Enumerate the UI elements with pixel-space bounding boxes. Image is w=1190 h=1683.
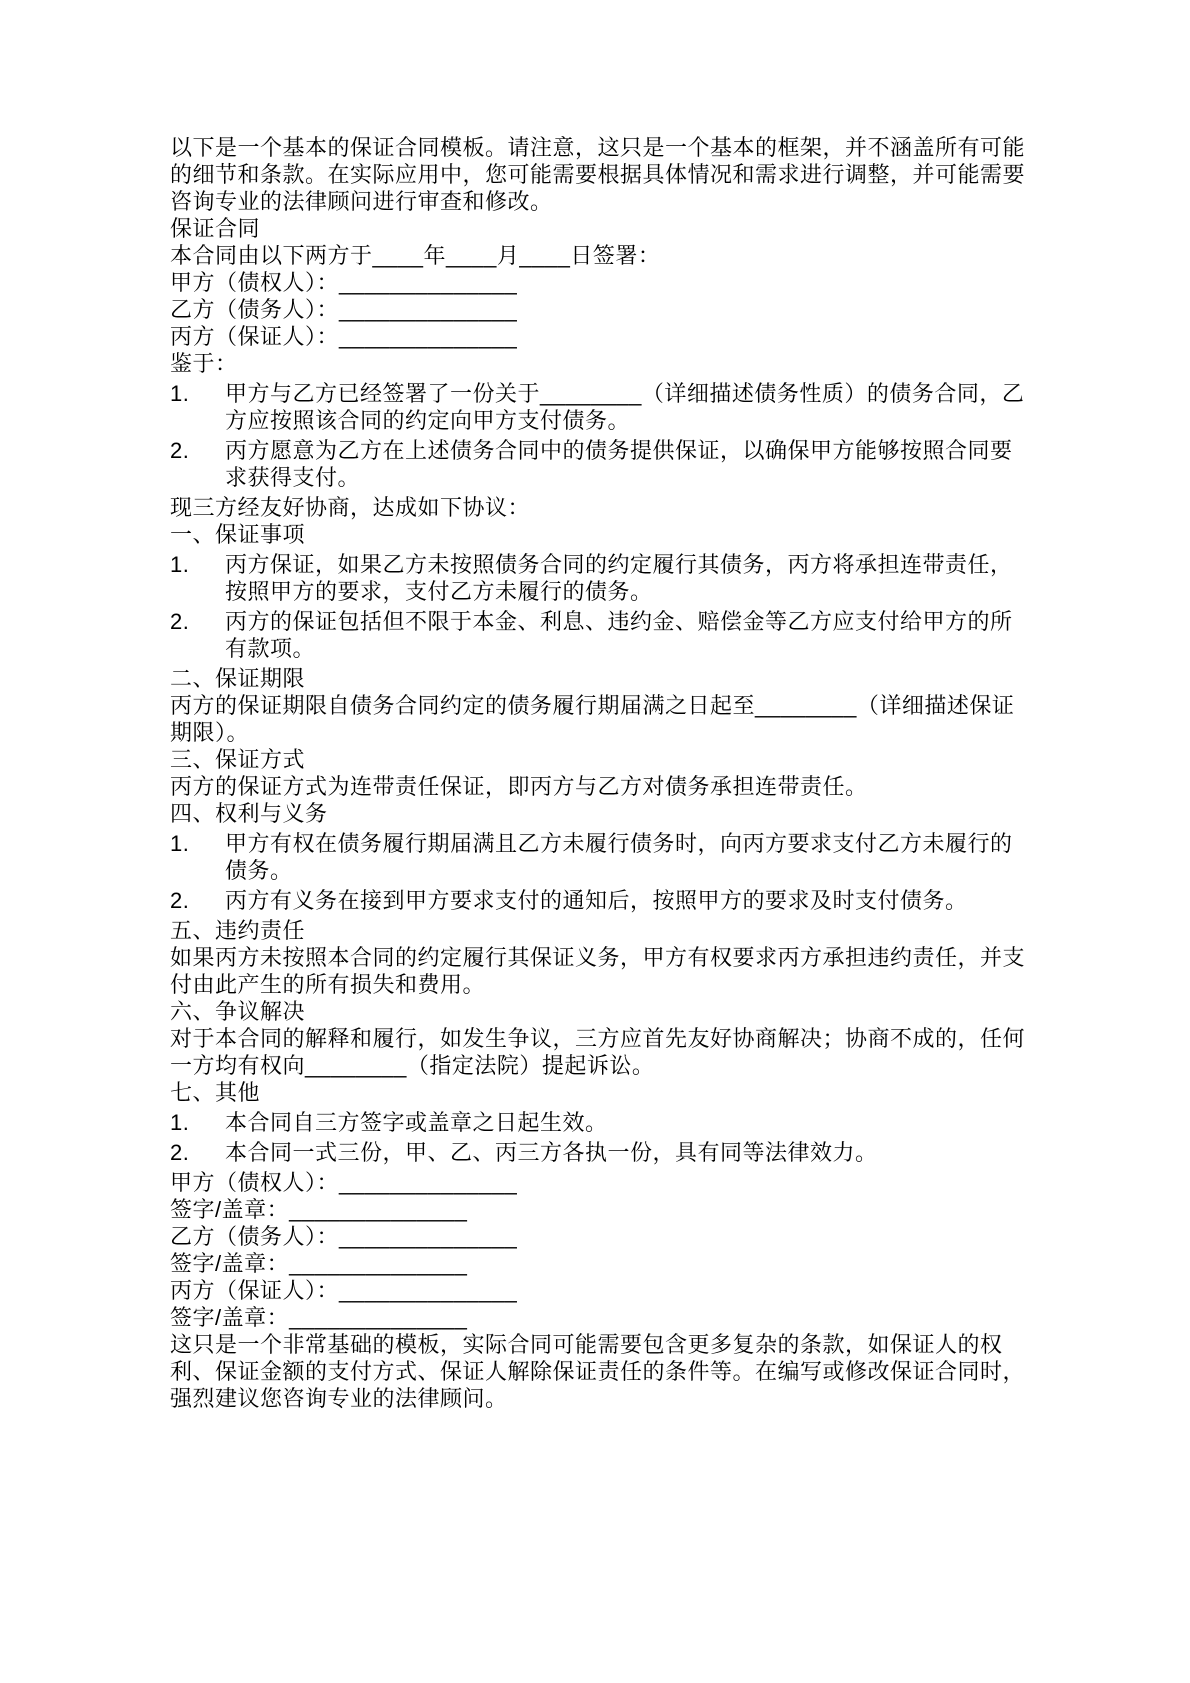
whereas-label: 鉴于： xyxy=(170,351,238,376)
guarantee-period-paragraph: 丙方的保证期限自债务合同约定的债务履行期届满之日起至________（详细描述保证期限）。 xyxy=(170,693,1015,745)
rights-item-2 xyxy=(170,887,1032,914)
misc-item-2-text: 本合同一式三份，甲、乙、丙三方各执一份，具有同等法律效力。 xyxy=(225,1140,878,1165)
intro-paragraph: 以下是一个基本的保证合同模板。请注意，这只是一个基本的框架，并不涵盖所有可能的细节和条款。在实际应用中，您可能需要根据具体情况和需求进行调整，并可能需要咨询专业的法律顾问进行审查和修改。 xyxy=(170,135,1026,214)
whereas-item-2-text: 丙方愿意为乙方在上述债务合同中的债务提供保证，以确保甲方能够按照合同要求获得支付。 xyxy=(225,438,1013,490)
guarantee-method-paragraph: 丙方的保证方式为连带责任保证，即丙方与乙方对债务承担连带责任。 xyxy=(170,774,868,799)
rights-item-1-number: 1. xyxy=(170,831,190,856)
whereas-item-1-text: 甲方与乙方已经签署了一份关于________（详细描述债务性质）的债务合同，乙方应按照该合同的约定向甲方支付债务。 xyxy=(225,381,1025,433)
section-3-heading: 三、保证方式 xyxy=(170,747,306,772)
guarantee-item-2-number: 2. xyxy=(170,609,190,634)
guarantee-item-1-number: 1. xyxy=(170,552,190,577)
rights-item-2-number: 2. xyxy=(170,888,190,913)
section-6-heading: 六、争议解决 xyxy=(170,999,306,1024)
signature-party-b-line: 乙方（债务人）：______________ xyxy=(170,1224,518,1249)
section-5-heading: 五、违约责任 xyxy=(170,918,306,943)
party-a-line: 甲方（债权人）：______________ xyxy=(170,270,518,295)
rights-item-2-text: 丙方有义务在接到甲方要求支付的通知后，按照甲方的要求及时支付债务。 xyxy=(225,888,968,913)
dispute-resolution-paragraph: 对于本合同的解释和履行，如发生争议，三方应首先友好协商解决；协商不成的，任何一方均有权向________（指定法院）提起诉讼。 xyxy=(170,1026,1026,1078)
section-2-heading: 二、保证期限 xyxy=(170,666,306,691)
signature-party-a-seal-line: 签字/盖章：______________ xyxy=(170,1197,468,1222)
whereas-item-1-number: 1. xyxy=(170,381,190,406)
rights-item-1 xyxy=(170,830,1032,884)
agreement-intro-line: 现三方经友好协商，达成如下协议： xyxy=(170,495,531,520)
signing-date-line: 本合同由以下两方于____年____月____日签署： xyxy=(170,243,661,268)
section-1-heading: 一、保证事项 xyxy=(170,522,306,547)
misc-item-1-number: 1. xyxy=(170,1110,190,1135)
section-4-heading: 四、权利与义务 xyxy=(170,801,328,826)
guarantee-item-1-text: 丙方保证，如果乙方未按照债务合同的约定履行其债务，丙方将承担连带责任，按照甲方的要求，支付乙方未履行的债务。 xyxy=(225,552,1013,604)
signature-party-c-seal-line: 签字/盖章：______________ xyxy=(170,1305,468,1330)
whereas-item-2-number: 2. xyxy=(170,438,190,463)
misc-item-2 xyxy=(170,1139,1032,1166)
guarantee-item-2 xyxy=(170,608,1032,662)
whereas-item-1 xyxy=(170,380,1032,434)
guarantee-item-2-text: 丙方的保证包括但不限于本金、利息、违约金、赔偿金等乙方应支付给甲方的所有款项。 xyxy=(225,609,1013,661)
misc-item-1 xyxy=(170,1109,1032,1136)
party-c-line: 丙方（保证人）：______________ xyxy=(170,324,518,349)
signature-party-a-line: 甲方（债权人）：______________ xyxy=(170,1170,518,1195)
rights-item-1-text: 甲方有权在债务履行期届满且乙方未履行债务时，向丙方要求支付乙方未履行的债务。 xyxy=(225,831,1013,883)
section-7-heading: 七、其他 xyxy=(170,1080,261,1105)
whereas-item-2 xyxy=(170,437,1032,491)
breach-liability-paragraph: 如果丙方未按照本合同的约定履行其保证义务，甲方有权要求丙方承担违约责任，并支付由此产生的所有损失和费用。 xyxy=(170,945,1026,997)
signature-party-b-seal-line: 签字/盖章：______________ xyxy=(170,1251,468,1276)
misc-item-2-number: 2. xyxy=(170,1140,190,1165)
closing-note-paragraph: 这只是一个非常基础的模板，实际合同可能需要包含更多复杂的条款，如保证人的权利、保证金额的支付方式、保证人解除保证责任的条件等。在编写或修改保证合同时，强烈建议您咨询专业的法律顾问。 xyxy=(170,1332,1026,1411)
contract-title: 保证合同 xyxy=(170,216,261,241)
guarantee-item-1 xyxy=(170,551,1032,605)
signature-party-c-line: 丙方（保证人）：______________ xyxy=(170,1278,518,1303)
misc-item-1-text: 本合同自三方签字或盖章之日起生效。 xyxy=(225,1110,608,1135)
party-b-line: 乙方（债务人）：______________ xyxy=(170,297,518,322)
